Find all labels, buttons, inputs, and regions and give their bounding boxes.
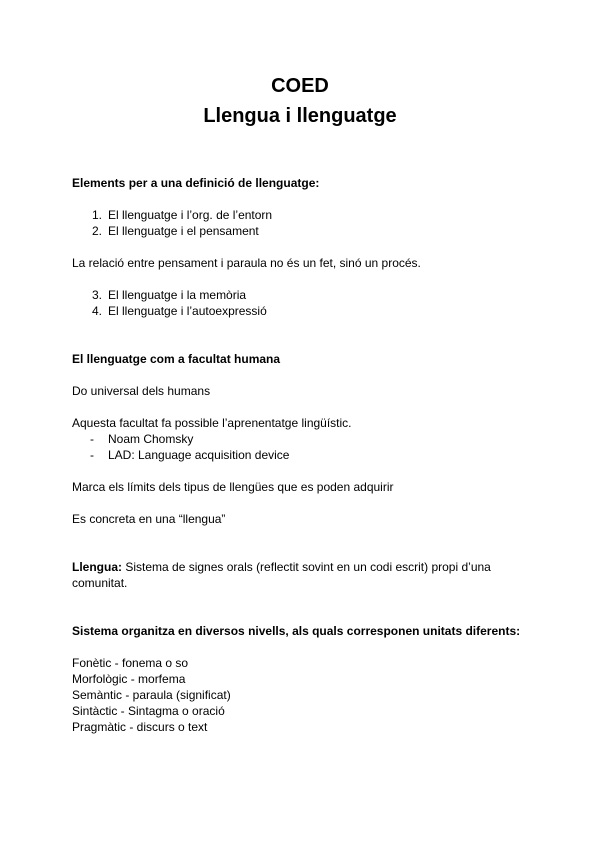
bullet-item: LAD: Language acquisition device: [108, 448, 290, 462]
level-item: Fonètic - fonema o so: [72, 656, 189, 670]
list-item: El llenguatge i el pensament: [108, 224, 259, 238]
document-title-topic: Llengua i llenguatge: [203, 105, 397, 127]
paragraph: Do universal dels humans: [72, 384, 211, 398]
definition-term: Llengua:: [72, 560, 122, 574]
section-heading-levels: Sistema organitza en diversos nivells, als quals corresponen unitats diferents:: [72, 624, 521, 638]
definition-paragraph: [72, 559, 512, 591]
document-title-course: COED: [271, 75, 329, 97]
section-heading-definition: Elements per a una definició de llenguatge:: [72, 176, 320, 190]
level-item: Semàntic - paraula (significat): [72, 688, 231, 702]
list-item: El llenguatge i l’autoexpressió: [108, 304, 267, 318]
list-number: 1.: [91, 208, 102, 222]
note-paragraph: La relació entre pensament i paraula no és un fet, sinó un procés.: [72, 256, 421, 270]
list-number: 3.: [91, 288, 102, 302]
bullet-dash: -: [90, 448, 94, 462]
list-number: 4.: [91, 304, 102, 318]
bullet-dash: -: [90, 432, 94, 446]
level-item: Pragmàtic - discurs o text: [72, 720, 208, 734]
paragraph: Aquesta facultat fa possible l’aprenentatge lingüístic.: [72, 416, 352, 430]
bullet-item: Noam Chomsky: [108, 432, 194, 446]
list-item: El llenguatge i la memòria: [108, 288, 247, 302]
level-item: Sintàctic - Sintagma o oració: [72, 704, 225, 718]
paragraph: Es concreta en una “llengua”: [72, 512, 226, 526]
paragraph: Marca els límits dels tipus de llengües que es poden adquirir: [72, 480, 394, 494]
level-item: Morfològic - morfema: [72, 672, 186, 686]
list-number: 2.: [91, 224, 102, 238]
list-item: El llenguatge i l’org. de l’entorn: [108, 208, 273, 222]
section-heading-faculty: El llenguatge com a facultat humana: [72, 352, 281, 366]
definition-text: Sistema de signes orals (reflectit sovint en un codi escrit) propi d’una comunitat.: [72, 560, 491, 590]
